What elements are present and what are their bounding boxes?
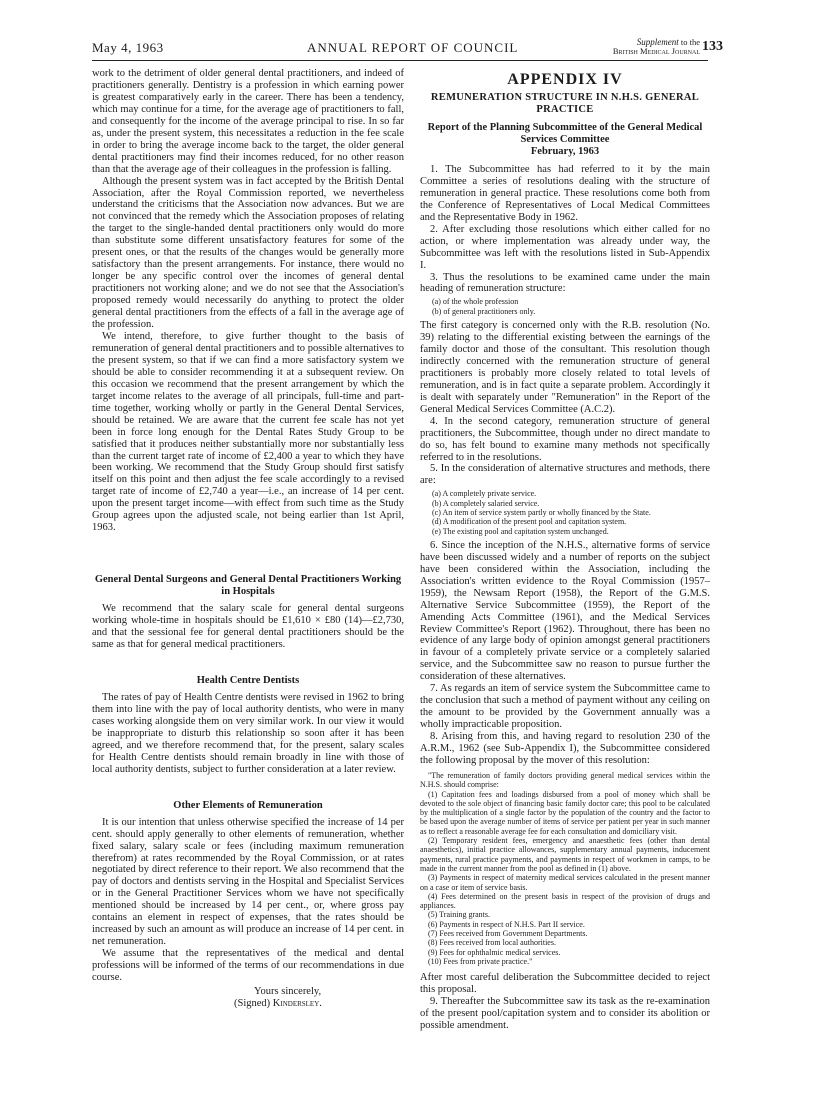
list-item: (e) The existing pool and capitation system unchanged. bbox=[432, 526, 609, 536]
list-item: (b) of general practitioners only. bbox=[432, 306, 536, 316]
paragraph: 8. Arising from this, and having regard to resolution 230 of the A.R.M., 1962 (see Sub-Appendix I), the Subcommittee considered the following proposal by the mover of this resolution: bbox=[420, 731, 710, 767]
list-item: (a) A completely private service. bbox=[432, 489, 537, 499]
report-title-text: Report of the Planning Subcommittee of the General Medical Services Committee bbox=[427, 121, 703, 145]
quote-line: (7) Fees received from Government Departments. bbox=[428, 929, 588, 939]
category-list bbox=[432, 297, 710, 316]
quote-line: "The remuneration of family doctors providing general medical services within the N.H.S. should comprise: bbox=[420, 770, 710, 790]
signed-label: (Signed) bbox=[234, 997, 271, 1009]
paragraph: work to the detriment of older general dental practitioners, and indeed of practitioners generally. Dentistry is a profession in which earning power is greatest comparatively early in the career. There has been a tendency, which may continue for a time, for the average age of practitioners to fall, and consequently for the income of the average principal to rise. In so far as, under the present system, this necessitates a reduction in the fee scale in order to bring the average income back to the target, the older general dental practitioners may find their incomes reduced, for no other reason than that the average age of their colleagues in the profession is falling. bbox=[92, 68, 404, 175]
quote-line: (4) Fees determined on the present basis in respect of the provision of drugs and appliances. bbox=[420, 891, 710, 911]
journal-name: British Medical Journal bbox=[612, 46, 700, 56]
paragraph: It is our intention that unless otherwise specified the increase of 14 per cent. should apply generally to other elements of remuneration, whether fixed salary, salary scale or fees (including maximum remuneration therefrom) at rates recommended by the Royal Commission, or at rates negotiated by direct reference to their report. We also recommend that the pay of doctors and dentists serving in the Hospital and Specialist Services or in the General Practitioner Services whom we have not specifically mentioned should be increased by 14 per cent., or, where gross pay contains an element in respect of expenses, that the rates should be increased by such an amount as will produce an increase of 14 per cent. in net remuneration. bbox=[92, 816, 404, 948]
paragraph: We recommend that the salary scale for general dental surgeons working whole-time in hospitals should be £1,610 × £80 (14)—£2,730, and that the sessional fee for general dental practitioners should be the same as that for general medical practitioners. bbox=[92, 603, 404, 651]
remuneration-title: REMUNERATION STRUCTURE IN N.H.S. GENERAL PRACTICE bbox=[430, 91, 700, 115]
signature-block bbox=[92, 986, 404, 1010]
page-number: 133 bbox=[702, 39, 723, 54]
paragraph: Although the present system was in fact accepted by the British Dental Association, after the Royal Commission reported, we nevertheless understand the criticisms that the Association now advances. But we are not convinced that the remedy which the Association proposes of relating the target to the single-handed dental practitioners only would do more than substitute some different unsatisfactory features for some of the present ones, or that the results of the changes would be generally more satisfactory than the present arrangements. For instance, there would no longer be any specific control over the incomes of general dental practitioners not working alone; and we do not see that the Association's proposed remedy would necessarily do anything to protect the older general dental practitioners from the effects of a fall in the average age of the profession. bbox=[92, 175, 404, 331]
quote-line: (3) Payments in respect of maternity medical services calculated in the present manner on a case or item of service basis. bbox=[420, 873, 710, 892]
appendix-title: APPENDIX IV bbox=[507, 71, 623, 88]
quote-line: (6) Payments in respect of N.H.S. Part II service. bbox=[428, 919, 585, 929]
signer-name: Kindersley. bbox=[272, 997, 322, 1009]
page-header bbox=[92, 37, 723, 60]
sign-off: Yours sincerely, bbox=[254, 986, 322, 997]
left-column bbox=[92, 68, 404, 1010]
list-item: (c) An item of service system partly or wholly financed by the State. bbox=[432, 507, 651, 517]
paragraph: 9. Thereafter the Subcommittee saw its task as the re-examination of the present pool/capitation system and to consider its abolition or possible amendment. bbox=[420, 996, 710, 1032]
signature-line bbox=[92, 998, 404, 1010]
right-column bbox=[420, 68, 710, 1032]
paragraph: 1. The Subcommittee has had referred to it by the main Committee a series of resolutions dealing with the structure of remuneration in general practice. These resolutions come both from the Conference of Representatives of Local Medical Committees and the Representative Body in 1962. bbox=[420, 163, 710, 223]
supplement-to: to the bbox=[678, 37, 700, 47]
proposal-quote bbox=[420, 771, 710, 966]
running-title: ANNUAL REPORT OF COUNCIL bbox=[307, 40, 519, 55]
paragraph: 3. Thus the resolutions to be examined came under the main heading of remuneration structure: bbox=[420, 271, 710, 295]
paragraph: 5. In the consideration of alternative structures and methods, there are: bbox=[420, 463, 710, 487]
section-heading-hospitals: General Dental Surgeons and General Dental Practitioners Working in Hospitals bbox=[94, 574, 402, 598]
report-title bbox=[420, 122, 710, 158]
quote-line: (10) Fees from private practice." bbox=[428, 956, 533, 966]
paragraph: We intend, therefore, to give further thought to the basis of remuneration of general dental practitioners and to possible alternatives to the present system, so that if we can find a more satisfactory system we should be able to consider recommending it at a subsequent review. On this occasion we recommend that the present arrangement by which the target income relates to the average of all principals, full-time and part-time together, working wholly or partly in the General Dental Services, should be retained. We are aware that the current fee scale has not yet been in force long enough for the Dental Rates Study Group to be satisfied that it produces neither substantially more nor substantially less than the current target rate of income of £2,400 a year to which they have been working. We recommend that the Study Group should first satisfy itself on this point and then adjust the fee scale accordingly to a revised target rate of income of £2,740 a year—i.e., an increase of 14 per cent. upon the present target income—with effect from such time as the Study Group agrees upon the adjusted scale, not being earlier than 1st April, 1963. bbox=[92, 330, 404, 534]
paragraph: After most careful deliberation the Subcommittee decided to reject this proposal. bbox=[420, 972, 710, 996]
header-rule bbox=[92, 60, 708, 61]
quote-line: (1) Capitation fees and loadings disbursed from a pool of money which shall be devoted to the sole object of financing basic family doctor care; this pool to be calculated by the multiplication of a single factor by the population of the country and the factor to be based upon the average number of items of service per patient per year in such manner as to reflect a reasonable average fee for each consultation and domiciliary visit. bbox=[420, 789, 710, 836]
supplement-word: Supplement bbox=[636, 37, 679, 47]
section-heading-health-centre: Health Centre Dentists bbox=[196, 674, 300, 686]
quote-line: (8) Fees received from local authorities. bbox=[428, 938, 556, 948]
quote-line: (2) Temporary resident fees, emergency and anaesthetic fees (other than dental anaesthetics), initial practice allowances, supplementary annual payments, inducement payments, rural practice payments, and payments in respect of workmen in camps, to be made in the current manner from the pool as defined in (1) above. bbox=[420, 836, 710, 873]
list-item: (d) A modification of the present pool and capitation system. bbox=[432, 517, 627, 527]
quote-line: (9) Fees for ophthalmic medical services. bbox=[428, 947, 561, 957]
quote-line: (5) Training grants. bbox=[428, 910, 490, 920]
list-item: (b) A completely salaried service. bbox=[432, 498, 540, 508]
list-item: (a) of the whole profession bbox=[432, 297, 519, 307]
section-heading-other-elements: Other Elements of Remuneration bbox=[173, 799, 323, 811]
paragraph: We assume that the representatives of the medical and dental professions will be informed of the terms of our recommendations in due course. bbox=[92, 948, 404, 984]
paragraph: 6. Since the inception of the N.H.S., alternative forms of service have been discussed widely and a number of reports on the subject have been considered within the Association, including the Association's written evidence to the Royal Commission (1957–1959), the Newsam Report (1958), the Report of the G.M.S. Alternative Service Subcommittee (1959), the Report of the Amending Acts Committee (1961), and the Medical Services Review Committee's Report (1962). Throughout, there has been no evidence of any large body of opinion amongst general practitioners in favour of a completely private service or a completely salaried service, and the Subcommittee saw no reason to pursue further the consideration of these alternatives. bbox=[420, 539, 710, 683]
paragraph: The first category is concerned only with the R.B. resolution (No. 39) relating to the differential existing between the earnings of the family doctor and those of the consultant. This resolution though indirectly concerned with the remuneration structure of general practitioners is probably more closely related to total levels of remuneration, and is in fact quite a separate problem. Accordingly it is dealt with separately under "Remuneration" in the Report of the General Medical Services Committee (A.C.2). bbox=[420, 320, 710, 415]
paragraph: 4. In the second category, remuneration structure of general practitioners, the Subcommittee, though under no direct mandate to do so, has felt bound to examine many methods not specifically referred to in the resolutions. bbox=[420, 415, 710, 463]
alternatives-list bbox=[432, 489, 710, 535]
report-date: February, 1963 bbox=[530, 145, 600, 157]
supplement-label bbox=[592, 38, 700, 56]
paragraph: The rates of pay of Health Centre dentists were revised in 1962 to bring them into line with the pay of local authority dentists, who were in many cases working alongside them on very similar work. In our view it would be inappropriate to disturb this relationship so soon after it has been agreed, and we therefore recommend that, for the present, salary scales for Health Centre dentists should remain broadly in line with those of local authority dentists, subject to further consideration at a later review. bbox=[92, 691, 404, 775]
paragraph: 2. After excluding those resolutions which either called for no action, or where implementation was already under way, the Subcommittee was left with the resolutions listed in Sub-Appendix I. bbox=[420, 223, 710, 271]
issue-date: May 4, 1963 bbox=[92, 40, 164, 55]
paragraph: 7. As regards an item of service system the Subcommittee came to the conclusion that such a method of payment without any ceiling on the amount to be provided by the Government annually was a wholly impracticable proposition. bbox=[420, 683, 710, 731]
